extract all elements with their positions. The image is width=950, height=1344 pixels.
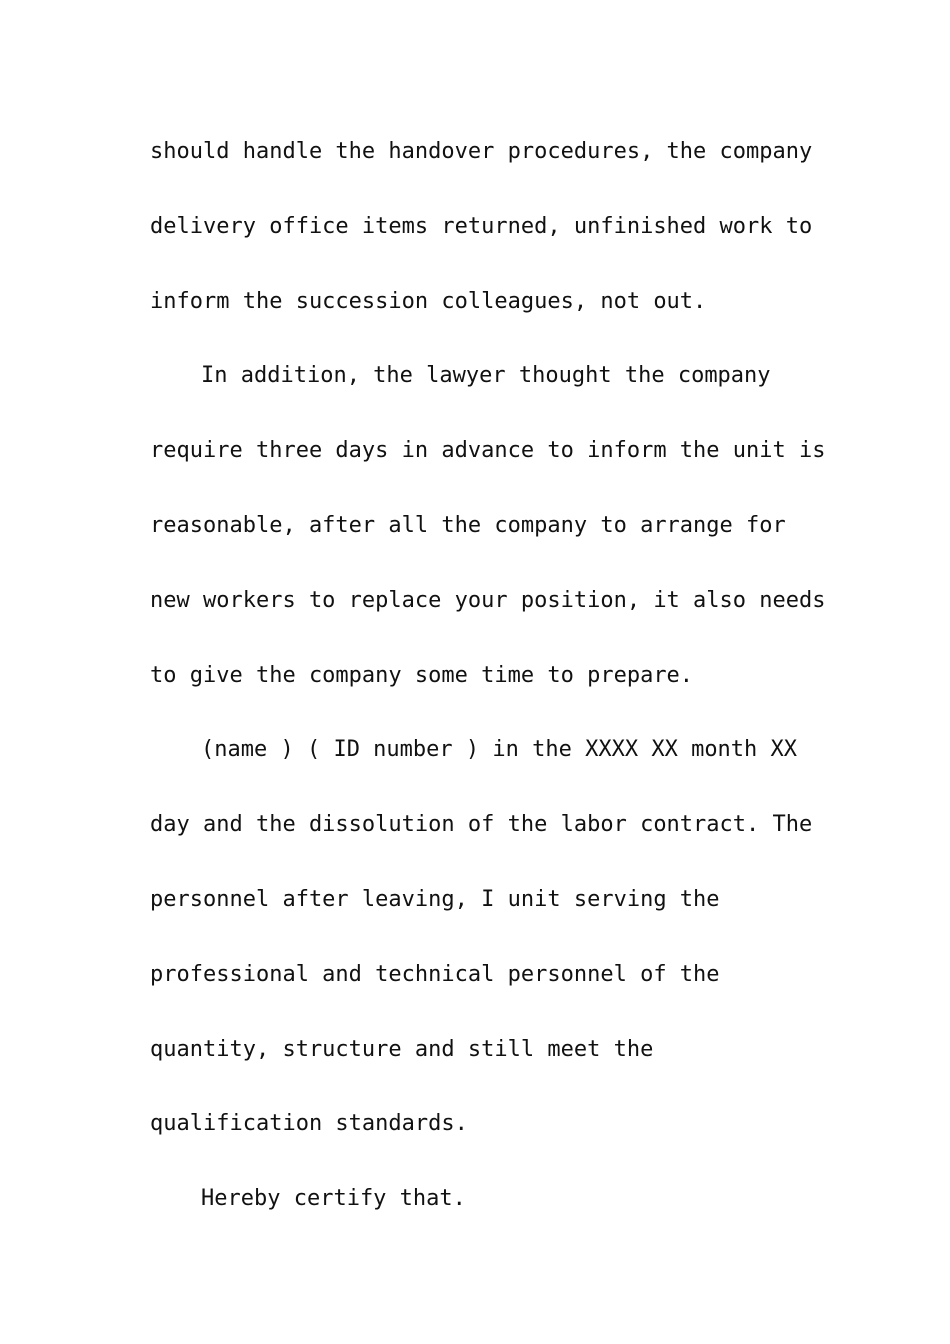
text-line: should handle the handover procedures, the company bbox=[150, 139, 813, 164]
document-body bbox=[150, 115, 830, 1237]
text-line: inform the succession colleagues, not out. bbox=[150, 288, 707, 314]
text-line: qualification standards. bbox=[150, 1111, 468, 1137]
paragraph-start-line: Hereby certify that. bbox=[201, 1186, 466, 1212]
paragraph-start-line: In addition, the lawyer thought the company bbox=[201, 363, 771, 389]
text-line: delivery office items returned, unfinished work to bbox=[150, 213, 813, 239]
text-line: to give the company some time to prepare. bbox=[150, 662, 694, 688]
text-line: personnel after leaving, I unit serving the bbox=[150, 886, 720, 912]
text-line: reasonable, after all the company to arrange for bbox=[150, 512, 786, 538]
text-line: day and the dissolution of the labor contract. The bbox=[150, 812, 813, 838]
text-line: quantity, structure and still meet the bbox=[150, 1036, 654, 1062]
text-line: professional and technical personnel of the bbox=[150, 961, 720, 987]
text-line: require three days in advance to inform the unit is bbox=[150, 438, 826, 464]
paragraph-start-line: (name ) ( ID number ) in the XXXX XX month XX bbox=[201, 737, 798, 763]
text-line: new workers to replace your position, it also needs bbox=[150, 587, 826, 613]
